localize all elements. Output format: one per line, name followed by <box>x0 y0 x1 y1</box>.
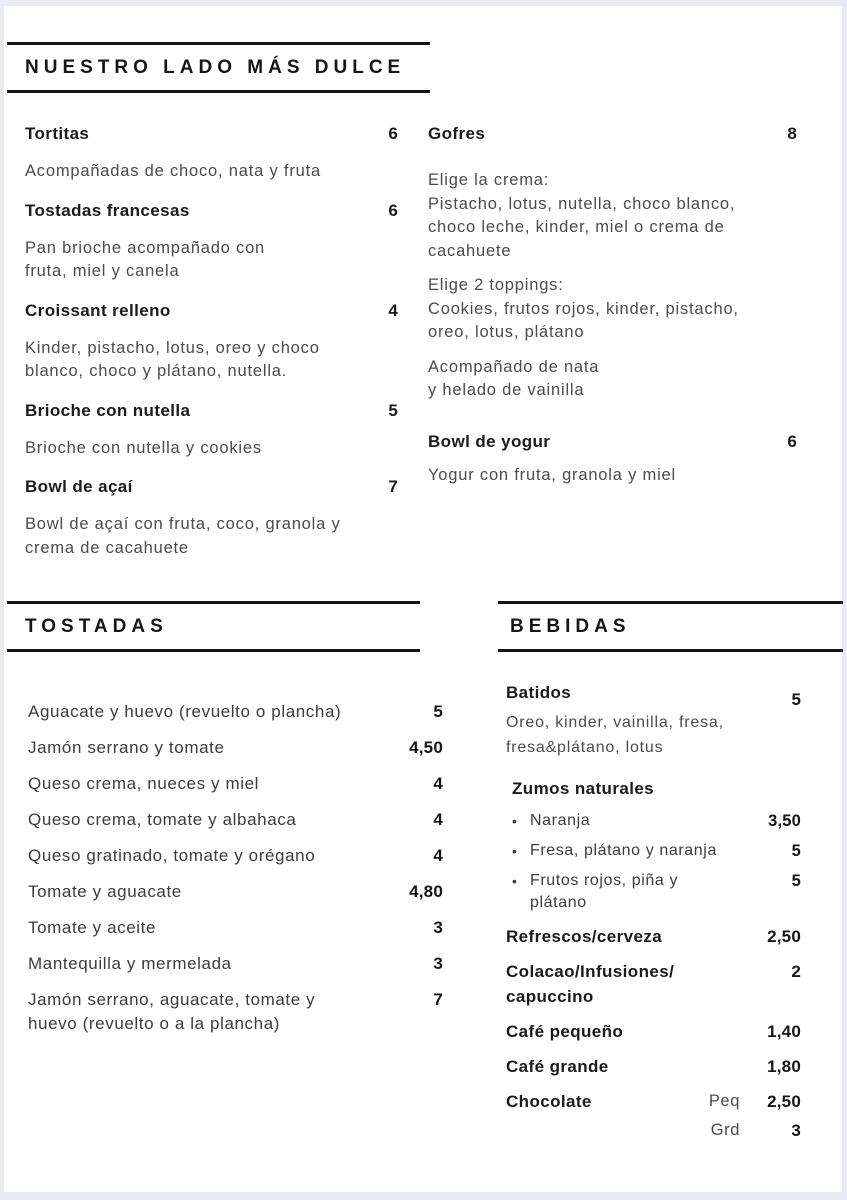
item-price: 5 <box>388 400 398 420</box>
menu-item-refrescos <box>506 924 801 949</box>
menu-item-colacao <box>506 959 801 1009</box>
menu-item-tostadas-francesas <box>25 199 398 284</box>
list-item <box>28 952 443 976</box>
section-title-tostadas: TOSTADAS <box>25 616 168 637</box>
item-name: Bowl de açaí <box>25 477 133 496</box>
list-item <box>28 700 443 724</box>
item-description: Pan brioche acompañado con fruta, miel y canela <box>25 238 266 280</box>
list-item <box>28 736 443 760</box>
chocolate-sizes <box>694 1089 801 1143</box>
tostadas-list <box>7 700 443 1036</box>
item-name: Chocolate <box>506 1092 592 1111</box>
gofres-topping-options: Elige 2 toppings: Cookies, frutos rojos, kinder, pistacho, oreo, lotus, plátano <box>428 276 739 341</box>
menu-item-chocolate <box>506 1089 801 1143</box>
section-header-tostadas <box>7 601 420 652</box>
item-price: 7 <box>388 477 398 496</box>
item-name: Bowl de yogur <box>428 431 551 451</box>
item-price: 4,80 <box>409 882 443 901</box>
bullet-dot-icon: • <box>512 813 518 829</box>
item-price: 3 <box>433 954 443 973</box>
option-text: Frutos rojos, piña y plátano <box>530 872 679 911</box>
menu-item-cafe-grande <box>506 1054 801 1079</box>
item-price: 4 <box>433 846 443 865</box>
item-name: Café pequeño <box>506 1022 624 1041</box>
item-name: Tomate y aguacate <box>28 882 182 901</box>
bebidas-list <box>498 681 801 1143</box>
list-item <box>28 808 443 832</box>
item-description: Bowl de açaí con fruta, coco, granola y crema de cacahuete <box>25 515 341 557</box>
section-header-sweet <box>7 42 430 93</box>
item-price: 4 <box>433 774 443 793</box>
item-price: 5 <box>433 702 443 721</box>
option-text: Fresa, plátano y naranja <box>530 842 717 859</box>
item-name: Zumos naturales <box>512 779 655 798</box>
item-description: Acompañadas de choco, nata y fruta <box>25 162 321 180</box>
item-price: 5 <box>791 690 801 709</box>
section-header-bebidas <box>498 601 843 652</box>
item-name: Café grande <box>506 1057 609 1076</box>
menu-item-brioche-nutella <box>25 399 398 461</box>
item-price: 3 <box>433 918 443 937</box>
item-name: Tomate y aceite <box>28 918 157 937</box>
list-item <box>28 844 443 868</box>
bullet-dot-icon: • <box>512 873 518 889</box>
bottom-sections <box>7 601 843 1143</box>
zumo-option <box>512 840 801 862</box>
item-price: 6 <box>787 431 797 451</box>
item-name: Colacao/Infusiones/ capuccino <box>506 962 675 1006</box>
item-name: Queso crema, nueces y miel <box>28 774 260 793</box>
zumo-option <box>512 810 801 832</box>
gofres-extras: Acompañado de nata y helado de vainilla <box>428 357 600 399</box>
menu-item-cafe-pequeno <box>506 1019 801 1044</box>
size-option <box>694 1089 801 1114</box>
menu-item-bowl-yogur <box>428 430 797 488</box>
menu-item-gofres <box>428 122 797 403</box>
list-item <box>28 880 443 904</box>
item-name: Jamón serrano y tomate <box>28 738 225 757</box>
option-price: 3,50 <box>768 812 801 830</box>
size-price: 2,50 <box>767 1092 801 1111</box>
item-description: Yogur con fruta, granola y miel <box>428 465 676 484</box>
item-name: Queso gratinado, tomate y orégano <box>28 846 316 865</box>
menu-page <box>4 6 842 1192</box>
section-title-sweet: NUESTRO LADO MÁS DULCE <box>25 57 406 78</box>
item-price: 6 <box>388 124 398 143</box>
item-description: Oreo, kinder, vainilla, fresa, fresa&plátano, lotus <box>506 714 724 756</box>
item-name: Jamón serrano, aguacate, tomate y huevo (revuelto o a la plancha) <box>28 990 316 1033</box>
size-label: Peq <box>708 1092 740 1110</box>
list-item <box>28 772 443 796</box>
menu-item-bowl-acai <box>25 475 398 560</box>
item-price: 4 <box>433 810 443 829</box>
bullet-dot-icon: • <box>512 843 518 859</box>
section-title-bebidas: BEBIDAS <box>510 616 631 637</box>
item-name: Batidos <box>506 683 572 702</box>
option-price: 5 <box>791 872 801 890</box>
item-price: 4,50 <box>409 738 443 757</box>
item-name: Refrescos/cerveza <box>506 927 663 946</box>
item-name: Brioche con nutella <box>25 400 191 420</box>
menu-item-tortitas <box>25 122 398 184</box>
item-name: Aguacate y huevo (revuelto o plancha) <box>28 702 342 721</box>
list-item <box>28 988 443 1036</box>
item-price: 1,40 <box>767 1022 801 1041</box>
item-price: 6 <box>388 200 398 220</box>
sweet-left-column <box>25 122 398 575</box>
sweet-columns <box>25 122 842 575</box>
sweet-right-column <box>428 122 797 575</box>
menu-item-batidos <box>506 681 801 760</box>
menu-item-croissant-relleno <box>25 299 398 384</box>
item-price: 2 <box>791 962 801 981</box>
item-name: Gofres <box>428 124 486 143</box>
bebidas-section <box>498 601 843 1143</box>
item-name: Queso crema, tomate y albahaca <box>28 810 297 829</box>
tostadas-section <box>7 601 443 1143</box>
item-name: Tostadas francesas <box>25 200 190 220</box>
item-price: 7 <box>433 990 443 1009</box>
menu-item-zumos <box>506 777 801 914</box>
item-price: 1,80 <box>767 1057 801 1076</box>
item-description: Brioche con nutella y cookies <box>25 438 262 457</box>
item-price: 8 <box>787 124 797 143</box>
gofres-cream-options: Elige la crema: Pistacho, lotus, nutella, choco blanco, choco leche, kinder, miel o crema de cacahuete <box>428 171 736 260</box>
size-price: 3 <box>791 1121 801 1140</box>
item-price: 4 <box>388 300 398 320</box>
option-price: 5 <box>791 842 801 860</box>
size-label: Grd <box>710 1121 740 1139</box>
item-description: Kinder, pistacho, lotus, oreo y choco blanco, choco y plátano, nutella. <box>25 338 320 380</box>
option-text: Naranja <box>530 812 591 829</box>
item-name: Tortitas <box>25 124 90 143</box>
zumo-option <box>512 870 801 914</box>
item-name: Mantequilla y mermelada <box>28 954 232 973</box>
item-name: Croissant relleno <box>25 300 171 320</box>
list-item <box>28 916 443 940</box>
item-price: 2,50 <box>767 927 801 946</box>
size-option <box>694 1118 801 1143</box>
